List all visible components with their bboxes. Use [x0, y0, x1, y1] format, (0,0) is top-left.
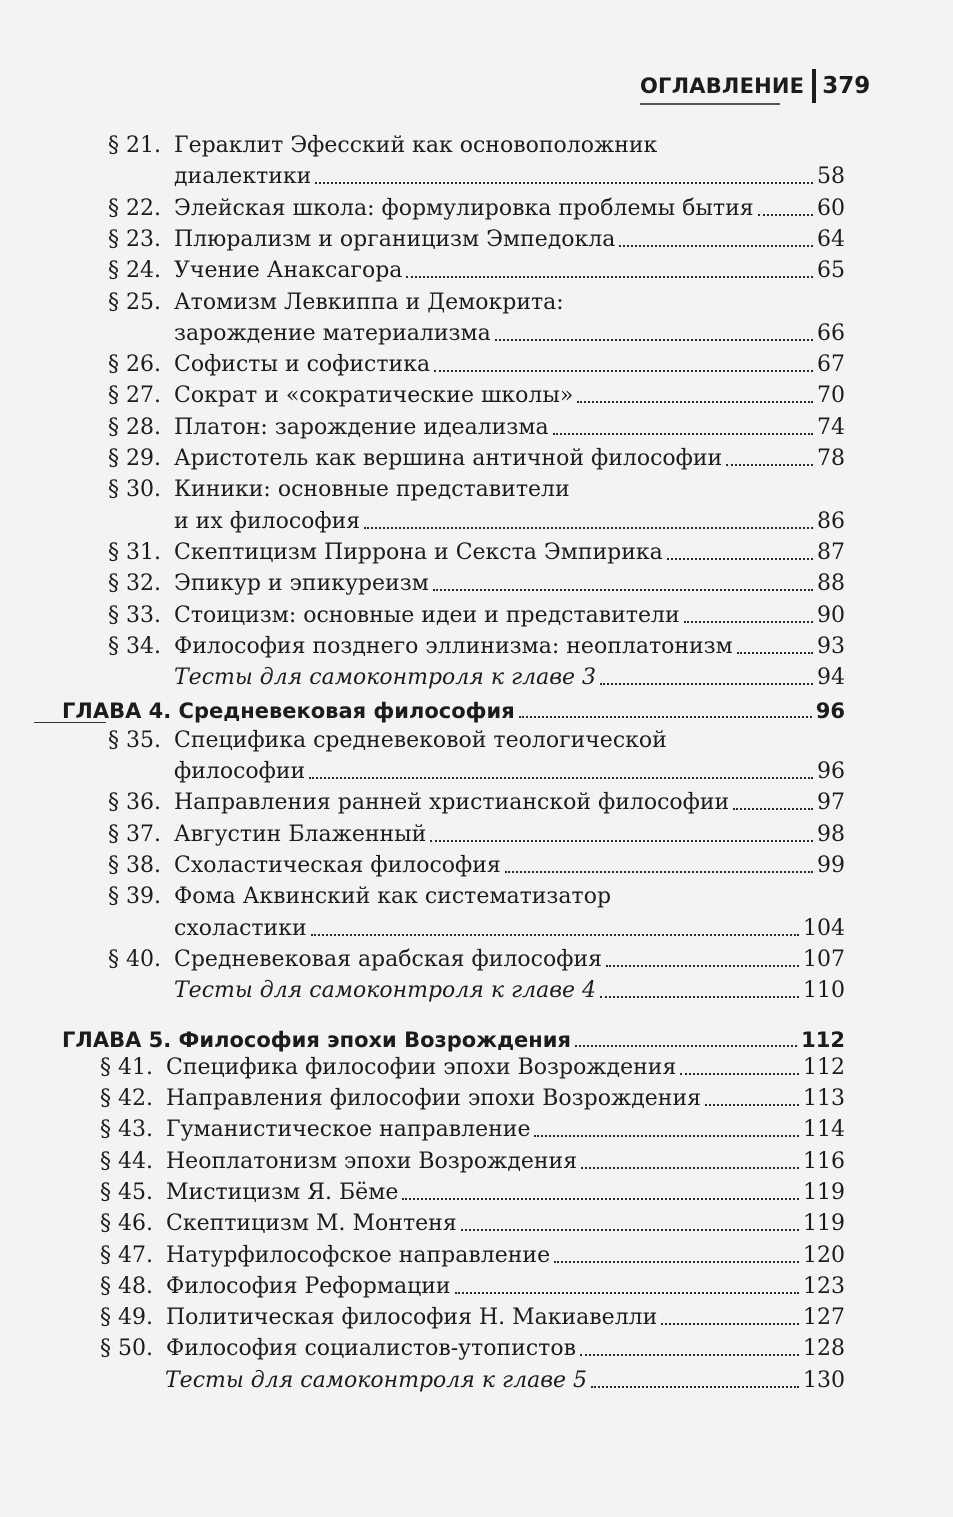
section-title: Направления ранней христианской философии — [174, 790, 730, 816]
section-row — [100, 1241, 845, 1271]
page-number: 114 — [803, 1117, 845, 1143]
section-title: Гераклит Эфесский как основоположник — [174, 133, 658, 158]
section-number: § 41. — [100, 1054, 153, 1080]
section-title: Скептицизм Пиррона и Секста Эмпирика — [174, 539, 663, 565]
page-number: 96 — [817, 759, 845, 784]
section-row — [108, 945, 845, 975]
section-row — [108, 194, 845, 224]
dot-leader — [434, 370, 813, 372]
section-title: Аристотель как вершина античной философии — [174, 446, 723, 471]
section-row — [100, 1303, 845, 1333]
page-number: 96 — [815, 699, 845, 724]
dot-leader — [600, 683, 813, 685]
page-number: 123 — [803, 1273, 845, 1299]
section-number: § 46. — [100, 1211, 153, 1237]
header-page-number: 379 — [822, 73, 871, 99]
section-row — [108, 882, 845, 912]
section-title: Фома Аквинский как систематизатор — [174, 884, 612, 910]
section-number: § 30. — [108, 477, 161, 503]
tests-title: Тесты для самоконтроля к главе 4 — [174, 978, 597, 1004]
dot-leader — [505, 871, 813, 873]
section-number: § 34. — [108, 633, 161, 659]
section-title: Киники: основные представители — [174, 477, 570, 503]
section-row — [100, 1147, 845, 1177]
section-title: Атомизм Левкиппа и Демокрита: — [174, 289, 564, 315]
section-row — [108, 538, 845, 568]
tests-row — [174, 976, 845, 1006]
dot-leader — [519, 716, 812, 718]
section-title: Платон: зарождение идеализма — [174, 414, 549, 440]
section-title: Специфика средневековой теологической — [174, 727, 667, 753]
section-row — [100, 1084, 845, 1114]
section-title: Софисты и софистика — [174, 352, 431, 378]
chapter-row — [62, 696, 845, 726]
section-number: § 26. — [108, 352, 161, 378]
section-row — [108, 788, 845, 818]
section-number: § 24. — [108, 258, 161, 284]
page-number: 60 — [817, 195, 845, 221]
dot-leader — [667, 558, 813, 560]
section-title-continued: схоластики — [174, 915, 307, 941]
section-number: § 37. — [108, 821, 161, 847]
section-row — [108, 288, 845, 318]
section-row — [100, 1209, 845, 1239]
dot-leader — [661, 1323, 799, 1325]
page-number: 99 — [817, 852, 845, 878]
section-row — [108, 632, 845, 662]
page-number: 98 — [817, 821, 845, 847]
tests-row — [174, 663, 845, 693]
section-number: § 44. — [100, 1148, 153, 1174]
section-number: § 21. — [108, 133, 161, 158]
dot-leader — [461, 1229, 799, 1231]
section-row — [100, 1334, 845, 1364]
section-number: § 22. — [108, 195, 161, 221]
page-number: 65 — [817, 258, 845, 284]
section-title: Эпикур и эпикуреизм — [174, 571, 429, 597]
dot-leader — [758, 214, 813, 216]
section-title: Августин Блаженный — [174, 821, 427, 847]
section-title: Философия социалистов-утопистов — [166, 1336, 576, 1362]
page-number: 116 — [803, 1148, 845, 1174]
page-number: 64 — [817, 226, 845, 252]
page-number: 74 — [817, 414, 845, 440]
page-number: 86 — [817, 508, 845, 534]
section-title: Философия Реформации — [166, 1273, 451, 1299]
page-number: 127 — [803, 1305, 845, 1331]
section-row-continued — [174, 162, 845, 192]
section-number: § 25. — [108, 289, 161, 315]
dot-leader — [737, 652, 813, 654]
section-row — [108, 225, 845, 255]
dot-leader — [581, 1167, 799, 1169]
section-number: § 50. — [100, 1336, 153, 1362]
tests-title: Тесты для самоконтроля к главе 5 — [165, 1367, 588, 1393]
section-row — [108, 851, 845, 881]
dot-leader — [309, 777, 813, 779]
section-row — [100, 1272, 845, 1302]
section-title: Политическая философия Н. Макиавелли — [166, 1305, 658, 1331]
page-number: 87 — [817, 539, 845, 565]
page-number: 107 — [803, 946, 845, 972]
section-number: § 23. — [108, 226, 161, 252]
page-number: 113 — [803, 1086, 845, 1112]
section-title: Направления философии эпохи Возрождения — [166, 1086, 701, 1112]
section-number: § 39. — [108, 884, 161, 910]
section-title-continued: диалектики — [174, 164, 312, 190]
section-row-continued — [174, 507, 845, 537]
section-number: § 45. — [100, 1179, 153, 1205]
page-number: 120 — [803, 1242, 845, 1268]
dot-leader — [733, 808, 813, 810]
section-number: § 36. — [108, 790, 161, 816]
dot-leader — [680, 1073, 799, 1075]
section-number: § 29. — [108, 446, 161, 471]
page-number: 119 — [803, 1211, 845, 1237]
dot-leader — [406, 276, 813, 278]
section-number: § 35. — [108, 727, 161, 753]
section-row-continued — [174, 319, 845, 349]
section-title: Схоластическая философия — [174, 852, 501, 878]
dot-leader — [430, 840, 813, 842]
page-number: 66 — [817, 320, 845, 346]
section-number: § 38. — [108, 852, 161, 878]
section-row — [108, 726, 845, 756]
section-row — [108, 820, 845, 850]
dot-leader — [580, 1354, 799, 1356]
chapter-title: ГЛАВА 4. Средневековая философия — [62, 699, 515, 724]
page-number: 58 — [817, 164, 845, 190]
dot-leader — [619, 245, 813, 247]
dot-leader — [433, 589, 813, 591]
section-number: § 47. — [100, 1242, 153, 1268]
dot-leader — [684, 621, 813, 623]
chapter-row — [62, 1025, 845, 1055]
page-number: 97 — [817, 790, 845, 816]
dot-leader — [534, 1135, 799, 1137]
section-title: Неоплатонизм эпохи Возрождения — [166, 1148, 578, 1174]
section-row — [108, 381, 845, 411]
tests-title: Тесты для самоконтроля к главе 3 — [174, 665, 597, 691]
section-number: § 33. — [108, 602, 161, 628]
page-number: 112 — [803, 1054, 845, 1080]
dot-leader — [606, 965, 799, 967]
section-title: Учение Анаксагора — [174, 258, 403, 284]
tests-row — [165, 1366, 845, 1396]
section-row — [108, 413, 845, 443]
section-row — [108, 131, 845, 161]
section-title: Натурфилософское направление — [166, 1242, 551, 1268]
page-number: 94 — [817, 665, 845, 691]
dot-leader — [591, 1386, 799, 1388]
section-number: § 42. — [100, 1086, 153, 1112]
section-title: Сократ и «сократические школы» — [174, 383, 574, 409]
section-row — [108, 256, 845, 286]
section-title: Скептицизм М. Монтеня — [166, 1211, 457, 1237]
section-number: § 48. — [100, 1273, 153, 1299]
page-number: 104 — [803, 915, 845, 941]
dot-leader — [600, 996, 799, 998]
page-number: 112 — [801, 1028, 845, 1053]
page-number: 93 — [817, 633, 845, 659]
dot-leader — [554, 1261, 799, 1263]
section-number: § 27. — [108, 383, 161, 409]
section-row — [108, 601, 845, 631]
page-number: 128 — [803, 1336, 845, 1362]
section-row-continued — [174, 757, 845, 787]
page-number: 90 — [817, 602, 845, 628]
chapter-title: ГЛАВА 5. Философия эпохи Возрождения — [62, 1028, 571, 1053]
section-number: § 31. — [108, 539, 161, 565]
dot-leader — [402, 1198, 799, 1200]
section-number: § 32. — [108, 571, 161, 597]
page-number: 88 — [817, 571, 845, 597]
section-number: § 43. — [100, 1117, 153, 1143]
page-number: 119 — [803, 1179, 845, 1205]
page-number: 67 — [817, 352, 845, 378]
dot-leader — [575, 1045, 797, 1047]
section-title: Стоицизм: основные идеи и представители — [174, 602, 680, 628]
dot-leader — [315, 182, 813, 184]
section-row — [108, 444, 845, 474]
dot-leader — [455, 1292, 799, 1294]
dot-leader — [311, 934, 799, 936]
section-row — [100, 1115, 845, 1145]
dot-leader — [495, 339, 813, 341]
section-row — [100, 1178, 845, 1208]
section-title: Плюрализм и органицизм Эмпедокла — [174, 226, 616, 252]
section-title: Философия позднего эллинизма: неоплатонизм — [174, 633, 733, 659]
section-title: Элейская школа: формулировка проблемы бытия — [174, 195, 754, 221]
section-row — [108, 569, 845, 599]
section-title: Гуманистическое направление — [166, 1117, 531, 1143]
section-title: Специфика философии эпохи Возрождения — [166, 1054, 677, 1080]
dot-leader — [726, 464, 813, 466]
header-title: ОГЛАВЛЕНИЕ — [640, 74, 805, 98]
section-row — [108, 350, 845, 380]
dot-leader — [577, 401, 813, 403]
section-title: Мистицизм Я. Бёме — [166, 1179, 399, 1205]
section-title-continued: и их философия — [174, 508, 361, 534]
section-number: § 28. — [108, 414, 161, 440]
section-title-continued: философии — [174, 759, 306, 784]
section-number: § 40. — [108, 946, 161, 972]
page-number: 78 — [817, 446, 845, 471]
page-number: 70 — [817, 383, 845, 409]
dot-leader — [705, 1104, 799, 1106]
dot-leader — [553, 433, 813, 435]
section-title: Средневековая арабская философия — [174, 946, 602, 972]
page-number: 130 — [803, 1367, 845, 1393]
section-number: § 49. — [100, 1305, 153, 1331]
dot-leader — [364, 527, 813, 529]
section-row — [100, 1053, 845, 1083]
section-row — [108, 475, 845, 505]
section-title-continued: зарождение материализма — [174, 320, 491, 346]
page-number: 110 — [803, 978, 845, 1004]
section-row-continued — [174, 914, 845, 944]
